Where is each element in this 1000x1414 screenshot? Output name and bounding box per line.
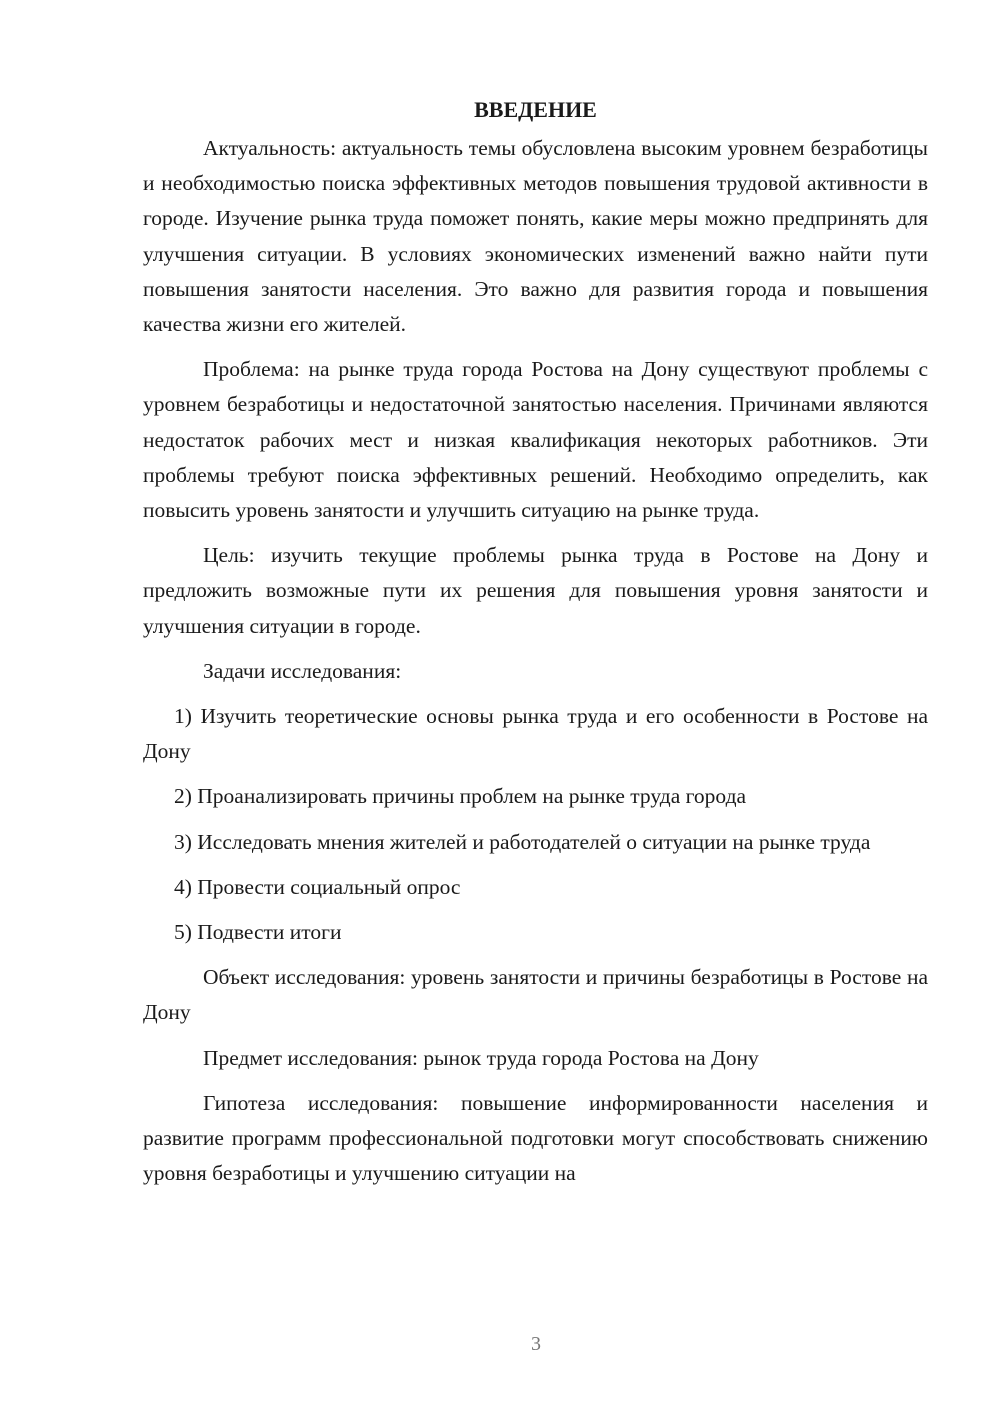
paragraph-hypothesis: Гипотеза исследования: повышение информированности населения и развитие программ профессиональной подготовки могут способствовать снижению уровня безработицы и улучшению ситуации на (143, 1090, 928, 1186)
paragraph-relevance: Актуальность: актуальность темы обусловлена высоким уровнем безработицы и необходимостью поиска эффективных методов повышения трудовой активности в городе. Изучение рынка труда поможет понять, какие меры можно предпринять для улучшения ситуации. В условиях экономических изменений важно найти пути повышения занятости населения. Это важно для развития города и повышения качества жизни его жителей. (143, 136, 928, 337)
paragraph-object: Объект исследования: уровень занятости и причины безработицы в Ростове на Дону (143, 965, 928, 1025)
page-title: ВВЕДЕНИЕ (474, 97, 597, 122)
task-item-1: 1) Изучить теоретические основы рынка труда и его особенности в Ростове на Дону (143, 704, 928, 764)
task-item-4: 4) Провести социальный опрос (174, 874, 461, 899)
paragraph-tasks-heading: Задачи исследования: (203, 658, 402, 683)
document-body (143, 92, 928, 1201)
task-item-2: 2) Проанализировать причины проблем на рынке труда города (174, 784, 747, 809)
task-item-3: 3) Исследовать мнения жителей и работодателей о ситуации на рынке труда (174, 829, 871, 854)
paragraph-problem: Проблема: на рынке труда города Ростова на Дону существуют проблемы с уровнем безработицы и недостаточной занятостью населения. Причинами являются недостаток рабочих мест и низкая квалификация некоторых работников. Эти проблемы требуют поиска эффективных решений. Необходимо определить, как повысить уровень занятости и улучшить ситуацию на рынке труда. (143, 357, 928, 523)
task-item-5: 5) Подвести итоги (174, 920, 342, 945)
page-number: 3 (531, 1333, 541, 1355)
paragraph-goal: Цель: изучить текущие проблемы рынка труда в Ростове на Дону и предложить возможные пути их решения для повышения уровня занятости и улучшения ситуации в городе. (143, 543, 928, 638)
paragraph-subject: Предмет исследования: рынок труда города Ростова на Дону (203, 1045, 759, 1070)
